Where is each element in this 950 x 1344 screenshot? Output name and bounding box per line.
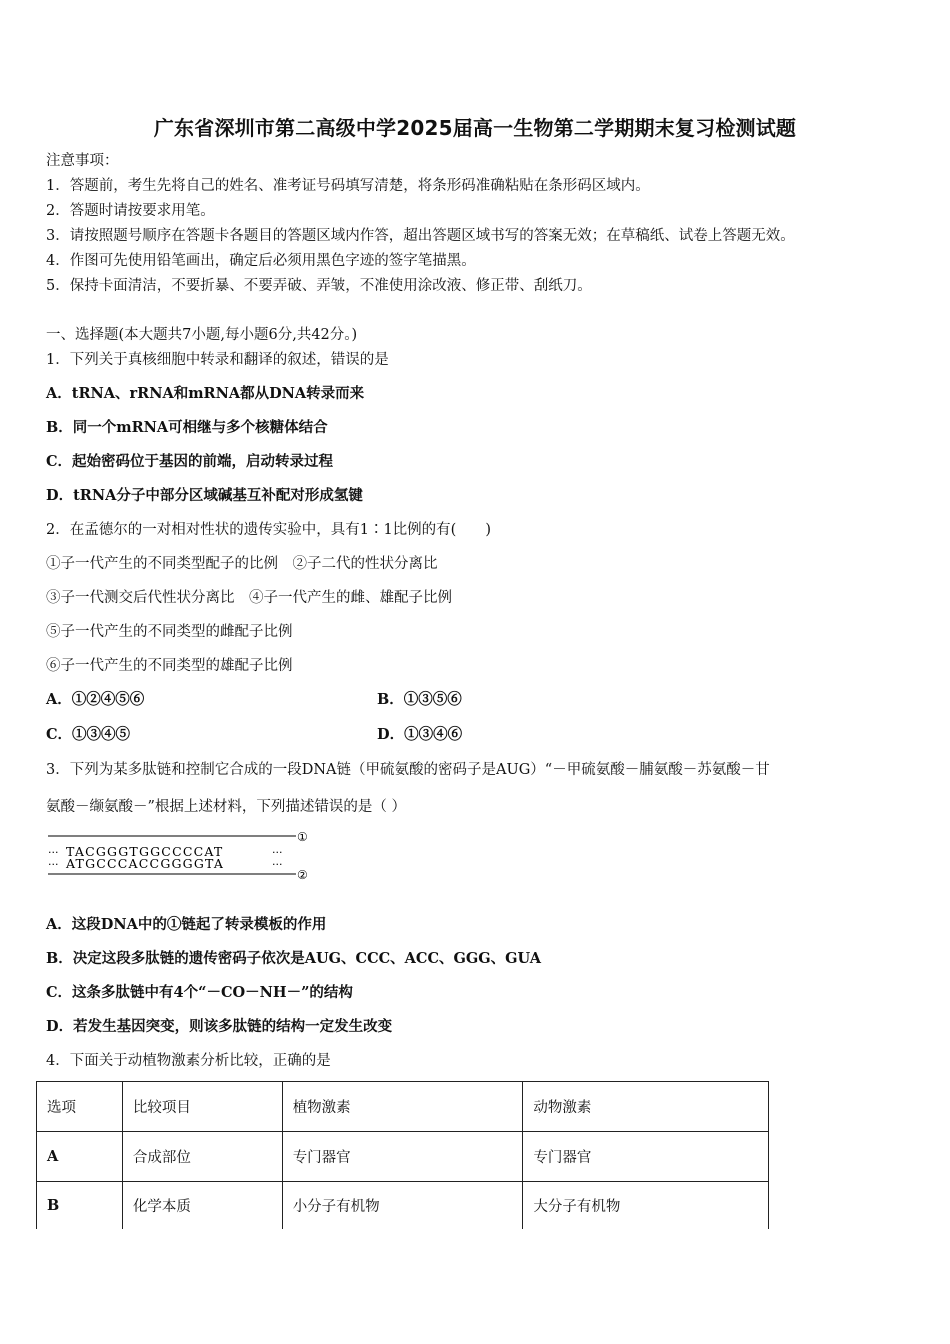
table-cell: 专门器官 [282, 1132, 523, 1182]
question-3-stem: 3．下列为某多肽链和控制它合成的一段DNA链（甲硫氨酸的密码子是AUG）“－甲硫氨酸－脯氨酸－苏氨酸－甘 [46, 762, 770, 778]
question-2-statement: ③子一代测交后代性状分离比 ④子一代产生的雌、雄配子比例 [46, 590, 452, 606]
strand-2-dots-left: ··· [48, 858, 59, 871]
question-3-option-b: B．决定这段多肽链的遗传密码子依次是AUG、CCC、ACC、GGG、GUA [46, 950, 541, 967]
notice-heading: 注意事项： [46, 153, 119, 169]
table-header-row [37, 1082, 769, 1132]
notice-item: 1．答题前，考生先将自己的姓名、准考证号码填写清楚，将条形码准确粘贴在条形码区域内。 [46, 178, 650, 194]
question-2-stem: 2．在孟德尔的一对相对性状的遗传实验中，具有1∶1比例的有( ) [46, 522, 491, 538]
header-cell: 植物激素 [282, 1082, 523, 1132]
header-cell: 比较项目 [122, 1082, 282, 1132]
table-cell: 大分子有机物 [523, 1182, 769, 1230]
strand-2-dots-right: ··· [272, 858, 283, 871]
question-3-stem-continued: 氨酸－缬氨酸－”根据上述材料，下列描述错误的是（ ） [46, 799, 407, 815]
strand-1-sequence: TACGGGTGGCCCCAT [66, 844, 224, 859]
page-title: 广东省深圳市第二高级中学2025届高一生物第二学期期末复习检测试题 [153, 116, 797, 140]
header-cell: 动物激素 [523, 1082, 769, 1132]
question-2-option-c: C．①③④⑤ [46, 726, 131, 743]
table-cell: 化学本质 [122, 1182, 282, 1230]
question-2-option-d: D．①③④⑥ [377, 726, 463, 743]
question-2-option-a: A．①②④⑤⑥ [46, 691, 145, 708]
table-cell: 小分子有机物 [282, 1182, 523, 1230]
strand-1-dots-right: ··· [272, 846, 283, 859]
question-3-option-c: C．这条多肽链中有4个“－CO－NH－”的结构 [46, 984, 353, 1001]
section-heading: 一、选择题(本大题共7小题,每小题6分,共42分。) [46, 327, 358, 343]
table-row [37, 1132, 769, 1182]
table-row [37, 1182, 769, 1230]
question-1-option-d: D．tRNA分子中部分区域碱基互补配对形成氢键 [46, 487, 363, 504]
table-cell: 专门器官 [523, 1132, 769, 1182]
table-cell: 合成部位 [122, 1132, 282, 1182]
notice-item: 3．请按照题号顺序在答题卡各题目的答题区域内作答，超出答题区域书写的答案无效；在草稿纸、试卷上答题无效。 [46, 228, 795, 244]
strand-2-label: ② [297, 868, 308, 882]
question-2-option-b: B．①③⑤⑥ [377, 691, 462, 708]
hormone-comparison-table [36, 1081, 769, 1229]
notice-item: 2．答题时请按要求用笔。 [46, 203, 215, 219]
question-2-statement: ①子一代产生的不同类型配子的比例 ②子二代的性状分离比 [46, 556, 438, 572]
strand-1-label: ① [297, 830, 308, 844]
dna-strand-figure [44, 828, 324, 884]
table-cell: B [37, 1182, 123, 1230]
question-1-option-a: A．tRNA、rRNA和mRNA都从DNA转录而来 [46, 385, 365, 402]
question-1-stem: 1．下列关于真核细胞中转录和翻译的叙述，错误的是 [46, 352, 389, 368]
strand-2-sequence: ATGCCCACCGGGGTA [66, 856, 225, 871]
question-1-option-b: B．同一个mRNA可相继与多个核糖体结合 [46, 419, 328, 436]
question-2-statement: ⑤子一代产生的不同类型的雌配子比例 [46, 624, 293, 640]
notice-item: 5．保持卡面清洁，不要折暴、不要弄破、弄皱，不准使用涂改液、修正带、刮纸刀。 [46, 278, 592, 294]
question-3-option-d: D．若发生基因突变，则该多肽链的结构一定发生改变 [46, 1018, 393, 1035]
table-cell: A [37, 1132, 123, 1182]
question-2-statement: ⑥子一代产生的不同类型的雄配子比例 [46, 658, 293, 674]
strand-1-dots-left: ··· [48, 846, 59, 859]
question-3-option-a: A．这段DNA中的①链起了转录模板的作用 [46, 916, 327, 933]
question-4-stem: 4．下面关于动植物激素分析比较，正确的是 [46, 1053, 331, 1069]
question-1-option-c: C．起始密码位于基因的前端，启动转录过程 [46, 453, 334, 470]
notice-item: 4．作图可先使用铅笔画出，确定后必须用黑色字迹的签字笔描黑。 [46, 253, 476, 269]
header-cell: 选项 [37, 1082, 123, 1132]
